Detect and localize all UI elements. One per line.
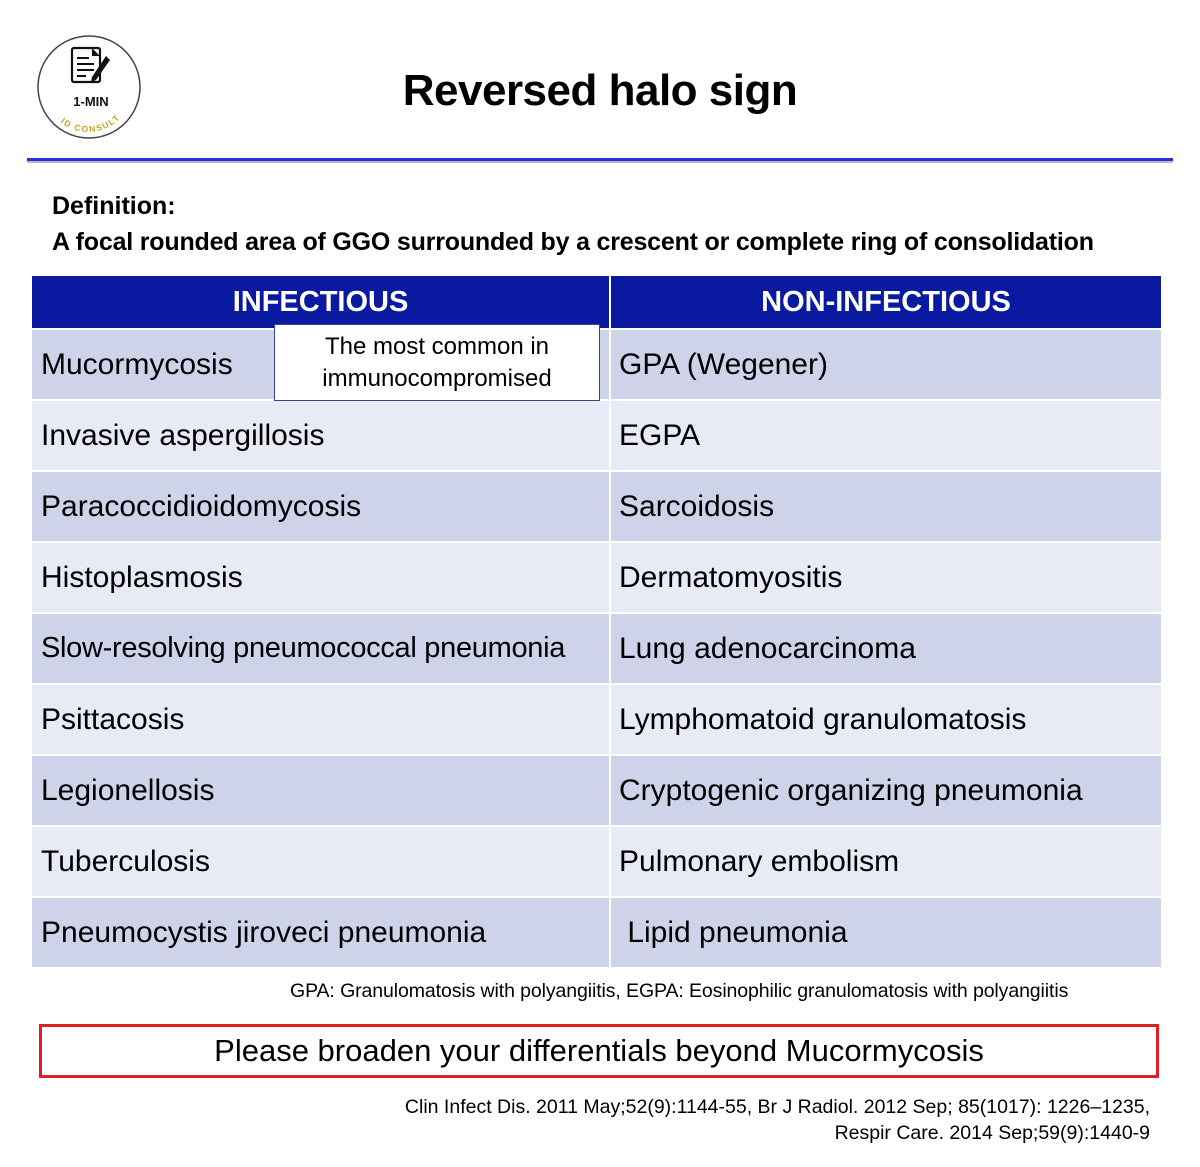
table-row	[32, 825, 1161, 896]
table-row	[32, 470, 1161, 541]
callout-line-2: immunocompromised	[322, 364, 552, 392]
reference-line-1: Clin Infect Dis. 2011 May;52(9):1144-55, Br J Radiol. 2012 Sep; 85(1017): 1226–1235,	[404, 1096, 1150, 1118]
title-divider-shadow	[27, 161, 1173, 163]
logo-text-arc-path: ID CONSULT	[59, 111, 123, 135]
header-non-infectious: NON-INFECTIOUS	[761, 285, 1011, 318]
non-infectious-cell: Dermatomyositis	[619, 560, 843, 594]
definition-label: Definition:	[52, 192, 176, 220]
infectious-cell: Legionellosis	[32, 756, 611, 825]
non-infectious-cell: Sarcoidosis	[619, 489, 775, 523]
most-common-callout	[274, 324, 600, 401]
infectious-cell: Histoplasmosis	[32, 543, 611, 612]
infectious-cell: Psittacosis	[32, 685, 611, 754]
banner-text: Please broaden your differentials beyond Mucormycosis	[214, 1033, 984, 1068]
non-infectious-cell: Lung adenocarcinoma	[619, 631, 916, 665]
table-row	[32, 612, 1161, 683]
abbreviations-footnote: GPA: Granulomatosis with polyangiitis, EGPA: Eosinophilic granulomatosis with polyangiitis	[290, 980, 1069, 1002]
broaden-differentials-banner	[39, 1024, 1159, 1078]
header-infectious: INFECTIOUS	[32, 276, 611, 328]
infectious-cell: Slow-resolving pneumococcal pneumonia	[32, 614, 611, 683]
table-header-row	[32, 276, 1161, 328]
table-row	[32, 754, 1161, 825]
table-row	[32, 683, 1161, 754]
infectious-cell: Paracoccidioidomycosis	[32, 472, 611, 541]
infectious-cell: Invasive aspergillosis	[32, 401, 611, 470]
infectious-cell: Pneumocystis jiroveci pneumonia	[32, 898, 611, 967]
non-infectious-cell: GPA (Wegener)	[619, 347, 828, 381]
page-title: Reversed halo sign	[402, 66, 798, 115]
non-infectious-cell: Lipid pneumonia	[619, 915, 848, 949]
table-row	[32, 541, 1161, 612]
callout-line-1: The most common in	[324, 332, 550, 360]
infectious-cell: Tuberculosis	[32, 827, 611, 896]
infectious-cell: Mucormycosis	[32, 330, 611, 399]
non-infectious-cell: Lymphomatoid granulomatosis	[619, 702, 1027, 736]
non-infectious-cell: Cryptogenic organizing pneumonia	[619, 773, 1083, 807]
reference-line-2: Respir Care. 2014 Sep;59(9):1440-9	[834, 1122, 1150, 1144]
definition-text: A focal rounded area of GGO surrounded by a crescent or complete ring of consolidation	[52, 228, 1094, 256]
table-row	[32, 896, 1161, 967]
non-infectious-cell: EGPA	[619, 418, 701, 452]
non-infectious-cell: Pulmonary embolism	[619, 844, 900, 878]
logo-text-main: 1-MIN	[73, 94, 109, 109]
table-row	[32, 399, 1161, 470]
